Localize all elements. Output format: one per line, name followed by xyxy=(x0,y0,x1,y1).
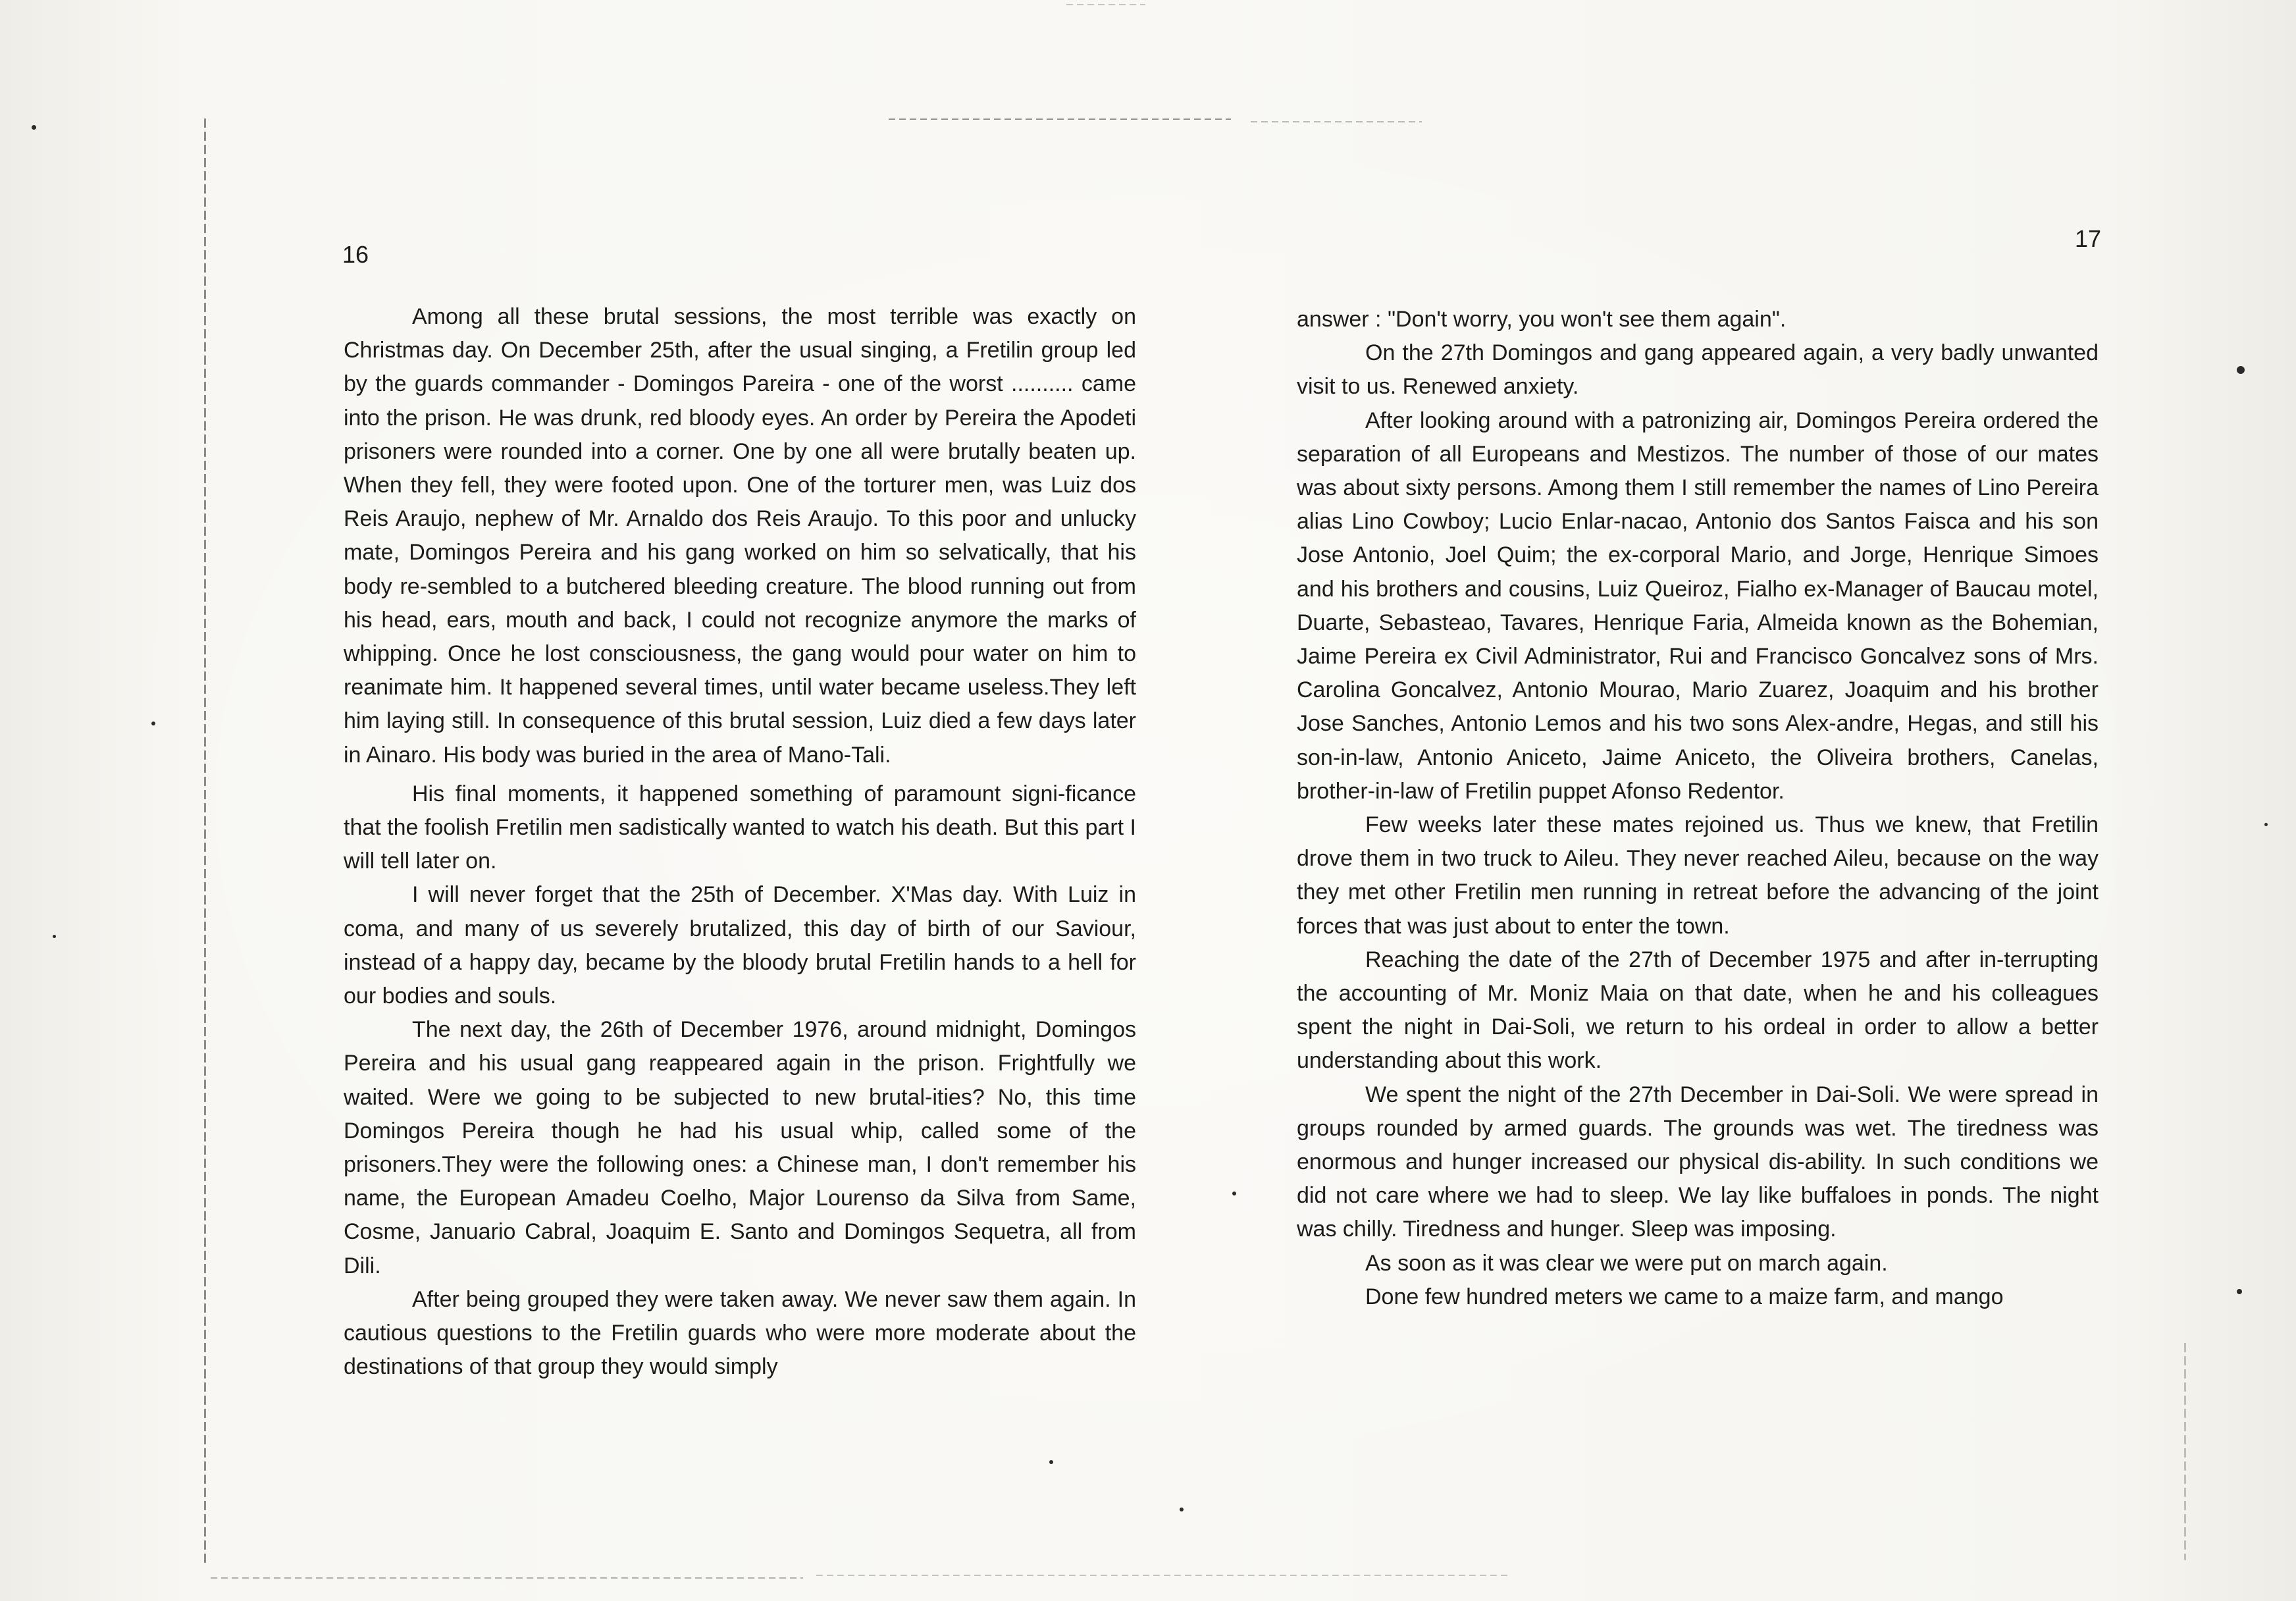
dust-speck xyxy=(32,125,36,130)
dust-speck xyxy=(2264,823,2268,826)
right-paragraph: Reaching the date of the 27th of December 1975 and after in-terrupting the accounting of Mr. Moniz Maia on that date, when he and his colleagues spent the night in Dai-Soli, we return to his ordeal in order to allow a better understanding about this work. xyxy=(1297,947,2099,1074)
top-edge-mark xyxy=(1066,4,1145,5)
right-paragraph: We spent the night of the 27th December in Dai-Soli. We were spread in groups rounded by armed guards. The grounds was wet. The tiredness was enormous and hunger increased our physical dis-ability. In such conditions we did not care where we had to sleep. We lay like buffaloes in ponds. The night was chilly. Tiredness and hunger. Sleep was imposing. xyxy=(1297,1082,2099,1242)
right-paragraph: Few weeks later these mates rejoined us. Thus we knew, that Fretilin drove them in two truck to Aileu. They never reached Aileu, because on the way they met other Fretilin men running in retreat before the advancing of the joint forces that was just about to enter the town. xyxy=(1297,812,2099,939)
right-edge-mark xyxy=(2184,1343,2186,1560)
dust-speck xyxy=(1232,1192,1236,1195)
left-paragraph: The next day, the 26th of December 1976, around midnight, Domingos Pereira and his usual gang reappeared again in the prison. Frightfully we waited. Were we going to be subjected to new brutal-ities? No, this time Domingos Pereira though he had his usual whip, called some of the prisoners.They were the following ones: a Chinese man, I don't remember his name, the European Amadeu Coelho, Major Lourenso da Silva from Same, Cosme, Januario Cabral, Joaquim E. Santo and Domingos Sequetra, all from Dili. xyxy=(344,1017,1136,1278)
top-edge-mark xyxy=(889,118,1231,120)
right-paragraph: On the 27th Domingos and gang appeared again, a very badly unwanted visit to us. Renewed anxiety. xyxy=(1297,340,2099,400)
bottom-edge-mark xyxy=(816,1575,1507,1576)
right-paragraph: Done few hundred meters we came to a maize farm, and mango xyxy=(1365,1284,2004,1309)
left-paragraph: Among all these brutal sessions, the most terrible was exactly on Christmas day. On December 25th, after the usual singing, a Fretilin group led by the guards commander - Domingos Pareira - one of the worst .......... came into the prison. He was drunk, red bloody eyes. An order by Pereira the Apodeti prisoners were rounded into a corner. One by one all were brutally beaten up. When they fell, they were footed upon. One of the torturer men, was Luiz dos Reis Araujo, nephew of Mr. Arnaldo dos Reis Araujo. To this poor and unlucky mate, Domingos Pereira and his gang worked on him so selvatically, that his body re-sembled to a butchered bleeding creature. The blood running out from his head, ears, mouth and back, I could not recognize anymore the marks of whipping. Once he lost consciousness, the gang would pour water on him to reanimate him. It happened several times, until water became useless.They left him laying still. In consequence of this brutal session, Luiz died a few days later in Ainaro. His body was buried in the area of Mano-Tali. xyxy=(344,304,1136,768)
left-paragraph: His final moments, it happened something of paramount signi-ficance that the foolish Fretilin men sadistically wanted to watch his death. But this part I will tell later on. xyxy=(344,781,1136,874)
right-paragraph: As soon as it was clear we were put on march again. xyxy=(1365,1250,1888,1276)
top-edge-mark xyxy=(1251,121,1422,122)
dust-speck xyxy=(2237,1289,2242,1294)
left-paragraph: I will never forget that the 25th of December. X'Mas day. With Luiz in coma, and many of us severely brutalized, this day of birth of our Saviour, instead of a happy day, became by the bloody brutal Fretilin hands to a hell for our bodies and souls. xyxy=(344,882,1136,1009)
bottom-edge-mark xyxy=(211,1577,803,1579)
dust-speck xyxy=(2237,366,2245,374)
dust-speck xyxy=(53,935,56,938)
left-page-column xyxy=(344,300,1136,1384)
right-paragraph: answer : "Don't worry, you won't see them again". xyxy=(1297,307,1787,332)
dust-speck xyxy=(1180,1508,1184,1511)
page-number-right: 17 xyxy=(2075,225,2102,252)
left-paragraph: After being grouped they were taken away. We never saw them again. In cautious questions to the Fretilin guards who were more moderate about the destinations of that group they would simply xyxy=(344,1286,1136,1380)
dust-speck xyxy=(1049,1460,1053,1464)
right-page-column xyxy=(1297,303,2099,1314)
right-paragraph: After looking around with a patronizing air, Domingos Pereira ordered the separation of all Europeans and Mestizos. The number of those of our mates was about sixty persons. Among them I still remember the names of Lino Pereira alias Lino Cowboy; Lucio Enlar-nacao, Antonio dos Santos Faisca and his son Jose Antonio, Joel Quim; the ex-corporal Mario, and Jorge, Henrique Simoes and his brothers and cousins, Luiz Queiroz, Fialho ex-Manager of Baucau motel, Duarte, Sebasteao, Tavares, Henrique Faria, Almeida known as the Bohemian, Jaime Pereira ex Civil Administrator, Rui and Francisco Goncalvez sons of Mrs. Carolina Goncalvez, Antonio Mourao, Mario Zuarez, Joaquim and his brother Jose Sanches, Antonio Lemos and his two sons Alex-andre, Hegas, and still his son-in-law, Antonio Aniceto, Jaime Aniceto, the Oliveira brothers, Canelas, brother-in-law of Fretilin puppet Afonso Redentor. xyxy=(1297,407,2099,804)
dust-speck xyxy=(151,722,155,725)
left-binding-mark xyxy=(204,118,206,1567)
page-number-left: 16 xyxy=(342,241,369,268)
